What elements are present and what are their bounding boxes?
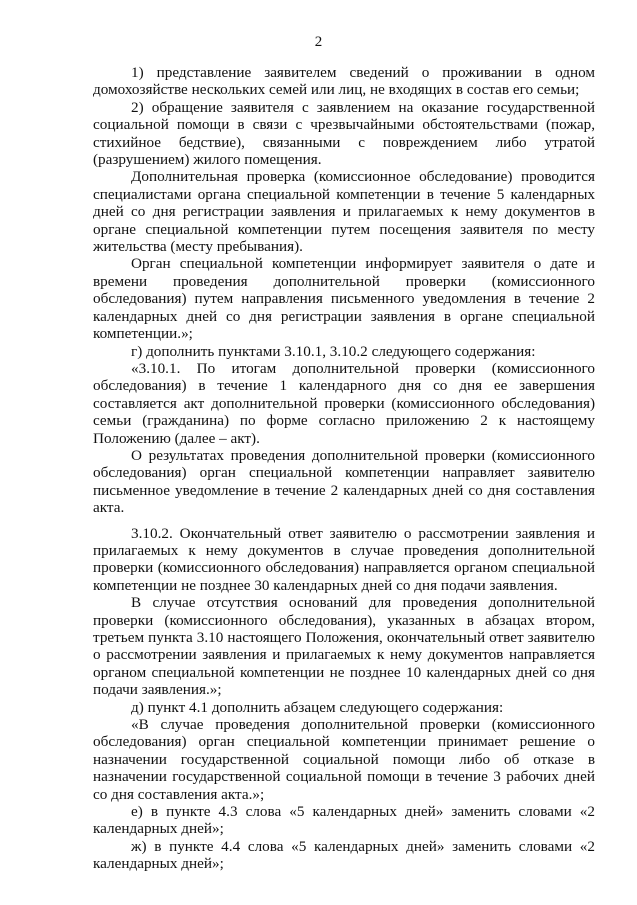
paragraph-3-10-1: «3.10.1. По итогам дополнительной проверки (комиссионного обследования) в течение 1 календарного дня со дня ее завершения составляется акт дополнительной проверки (комиссионного обследования) семьи (гражданина) по форме согласно приложению 2 к настоящему Положению (далее – акт).	[93, 359, 595, 447]
paragraph-item-1: 1) представление заявителем сведений о проживании в одном домохозяйстве нескольких семей или лиц, не входящих в состав его семьи;	[93, 64, 595, 99]
paragraph-no-grounds: В случае отсутствия оснований для проведения дополнительной проверки (комиссионного обследования), указанных в абзацах втором, третьем пункта 3.10 настоящего Положения, окончательный ответ заявителю о рассмотрении заявления и прилагаемых к нему документов направляется органом специальной компетенции не позднее 10 календарных дней со дня подачи заявления.»;	[93, 594, 595, 699]
paragraph-informing: Орган специальной компетенции информирует заявителя о дате и времени проведения дополнительной проверки (комиссионного обследования) путем направления письменного уведомления в течение 2 календарных дней со дня регистрации заявления в органе специальной компетенции.»;	[93, 255, 595, 343]
paragraph-subitem-g: г) дополнить пунктами 3.10.1, 3.10.2 следующего содержания:	[131, 342, 536, 360]
paragraph-decision: «В случае проведения дополнительной проверки (комиссионного обследования) орган специальной компетенции принимает решение о назначении государственной социальной помощи либо об отказе в назначении государственной социальной помощи в течение 3 рабочих дней со дня составления акта.»;	[93, 716, 595, 803]
paragraph-item-2: 2) обращение заявителя с заявлением на оказание государственной социальной помощи в связи с чрезвычайными обстоятельствами (пожар, стихийное бедствие), связанными с повреждением либо утратой (разрушением) жилого помещения.	[93, 98, 595, 169]
paragraph-additional-check: Дополнительная проверка (комиссионное обследование) проводится специалистами органа специальной компетенции в течение 5 календарных дней со дня регистрации заявления и прилагаемых к нему документов в органе специальной компетенции путем посещения заявителя по месту жительства (месту пребывания).	[93, 168, 595, 256]
paragraph-results-notice: О результатах проведения дополнительной проверки (комиссионного обследования) орган специальной компетенции направляет заявителю письменное уведомление в течение 2 календарных дней со дня составления акта.	[93, 446, 595, 517]
paragraph-subitem-d: д) пункт 4.1 дополнить абзацем следующего содержания:	[131, 698, 504, 716]
paragraph-3-10-2: 3.10.2. Окончательный ответ заявителю о рассмотрении заявления и прилагаемых к нему документов в случае проведения дополнительной проверки (комиссионного обследования) направляется органом специальной компетенции не позднее 30 календарных дней со дня подачи заявления.	[93, 524, 595, 594]
paragraph-subitem-zh: ж) в пункте 4.4 слова «5 календарных дней» заменить словами «2 календарных дней»;	[93, 837, 595, 873]
paragraph-subitem-e: е) в пункте 4.3 слова «5 календарных дней» заменить словами «2 календарных дней»;	[93, 803, 595, 838]
page-number: 2	[314, 34, 323, 50]
document-body	[93, 64, 595, 873]
